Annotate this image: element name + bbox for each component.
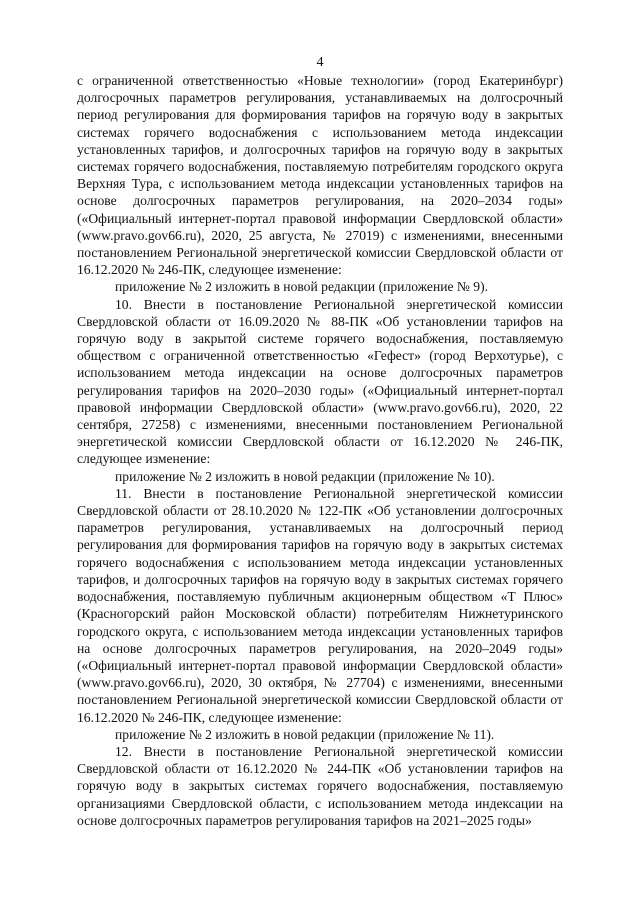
paragraph-item-12: 12. Внести в постановление Региональной энергетической комиссии Свердловской области от 16.12.2020 № 244-ПК «Об установлении тарифов на горячую воду в закрытых системах горячего водоснабжения, поставляемую организациями Свердловской области, с использованием метода индексации на основе долгосрочных параметров регулирования тарифов на 2021–2025 годы» [77, 743, 563, 828]
paragraph-item-10: 10. Внести в постановление Региональной энергетической комиссии Свердловской области от 16.09.2020 № 88-ПК «Об установлении тарифов на горячую воду в закрытой системе горячего водоснабжения, поставляемую обществом с ограниченной ответственностью «Гефест» (город Верхотурье), с использованием метода индексации на основе долгосрочных параметров регулирования тарифов на 2020–2030 годы» («Официальный интернет-портал правовой информации Свердловской области» (www.pravo.gov66.ru), 2020, 22 сентября, 27258) с изменениями, внесенными постановлением Региональной энергетической комиссии Свердловской области от 16.12.2020 № 246-ПК, следующее изменение: [77, 296, 563, 467]
document-body [77, 72, 563, 829]
paragraph-appendix-9: приложение № 2 изложить в новой редакции (приложение № 9). [115, 279, 489, 295]
paragraph-continuation: с ограниченной ответственностью «Новые технологии» (город Екатеринбург) долгосрочных параметров регулирования, устанавливаемых на долгосрочный период регулирования для формирования тарифов на горячую воду в закрытых системах горячего водоснабжения с использованием метода индексации установленных тарифов, и долгосрочных тарифов на горячую воду в закрытых системах горячего водоснабжения, поставляемую потребителям городского округа Верхняя Тура, с использованием метода индексации установленных тарифов на основе долгосрочных параметров регулирования, на 2020–2034 годы» («Официальный интернет-портал правовой информации Свердловской области» (www.pravo.gov66.ru), 2020, 25 августа, № 27019) с изменениями, внесенными постановлением Региональной энергетической комиссии Свердловской области от 16.12.2020 № 246-ПК, следующее изменение: [77, 73, 563, 278]
paragraph-appendix-10: приложение № 2 изложить в новой редакции (приложение № 10). [115, 468, 495, 484]
paragraph-item-11: 11. Внести в постановление Региональной энергетической комиссии Свердловской области от 28.10.2020 № 122-ПК «Об установлении долгосрочных параметров регулирования, устанавливаемых на долгосрочный период регулирования для формирования тарифов на горячую воду в закрытых системах горячего водоснабжения с использованием метода индексации установленных тарифов, и долгосрочных тарифов на горячую воду в закрытых системах горячего водоснабжения, поставляемую публичным акционерным обществом «Т Плюс» (Красногорский район Московской области) потребителям Нижнетуринского городского округа, с использованием метода индексации установленных тарифов на основе долгосрочных параметров регулирования, на 2020–2049 годы» («Официальный интернет-портал правовой информации Свердловской области» (www.pravo.gov66.ru), 2020, 30 октября, № 27704) с изменениями, внесенными постановлением Региональной энергетической комиссии Свердловской области от 16.12.2020 № 246-ПК, следующее изменение: [77, 485, 563, 725]
paragraph-appendix-11: приложение № 2 изложить в новой редакции (приложение № 11). [115, 726, 495, 742]
page-number: 4 [316, 55, 324, 70]
